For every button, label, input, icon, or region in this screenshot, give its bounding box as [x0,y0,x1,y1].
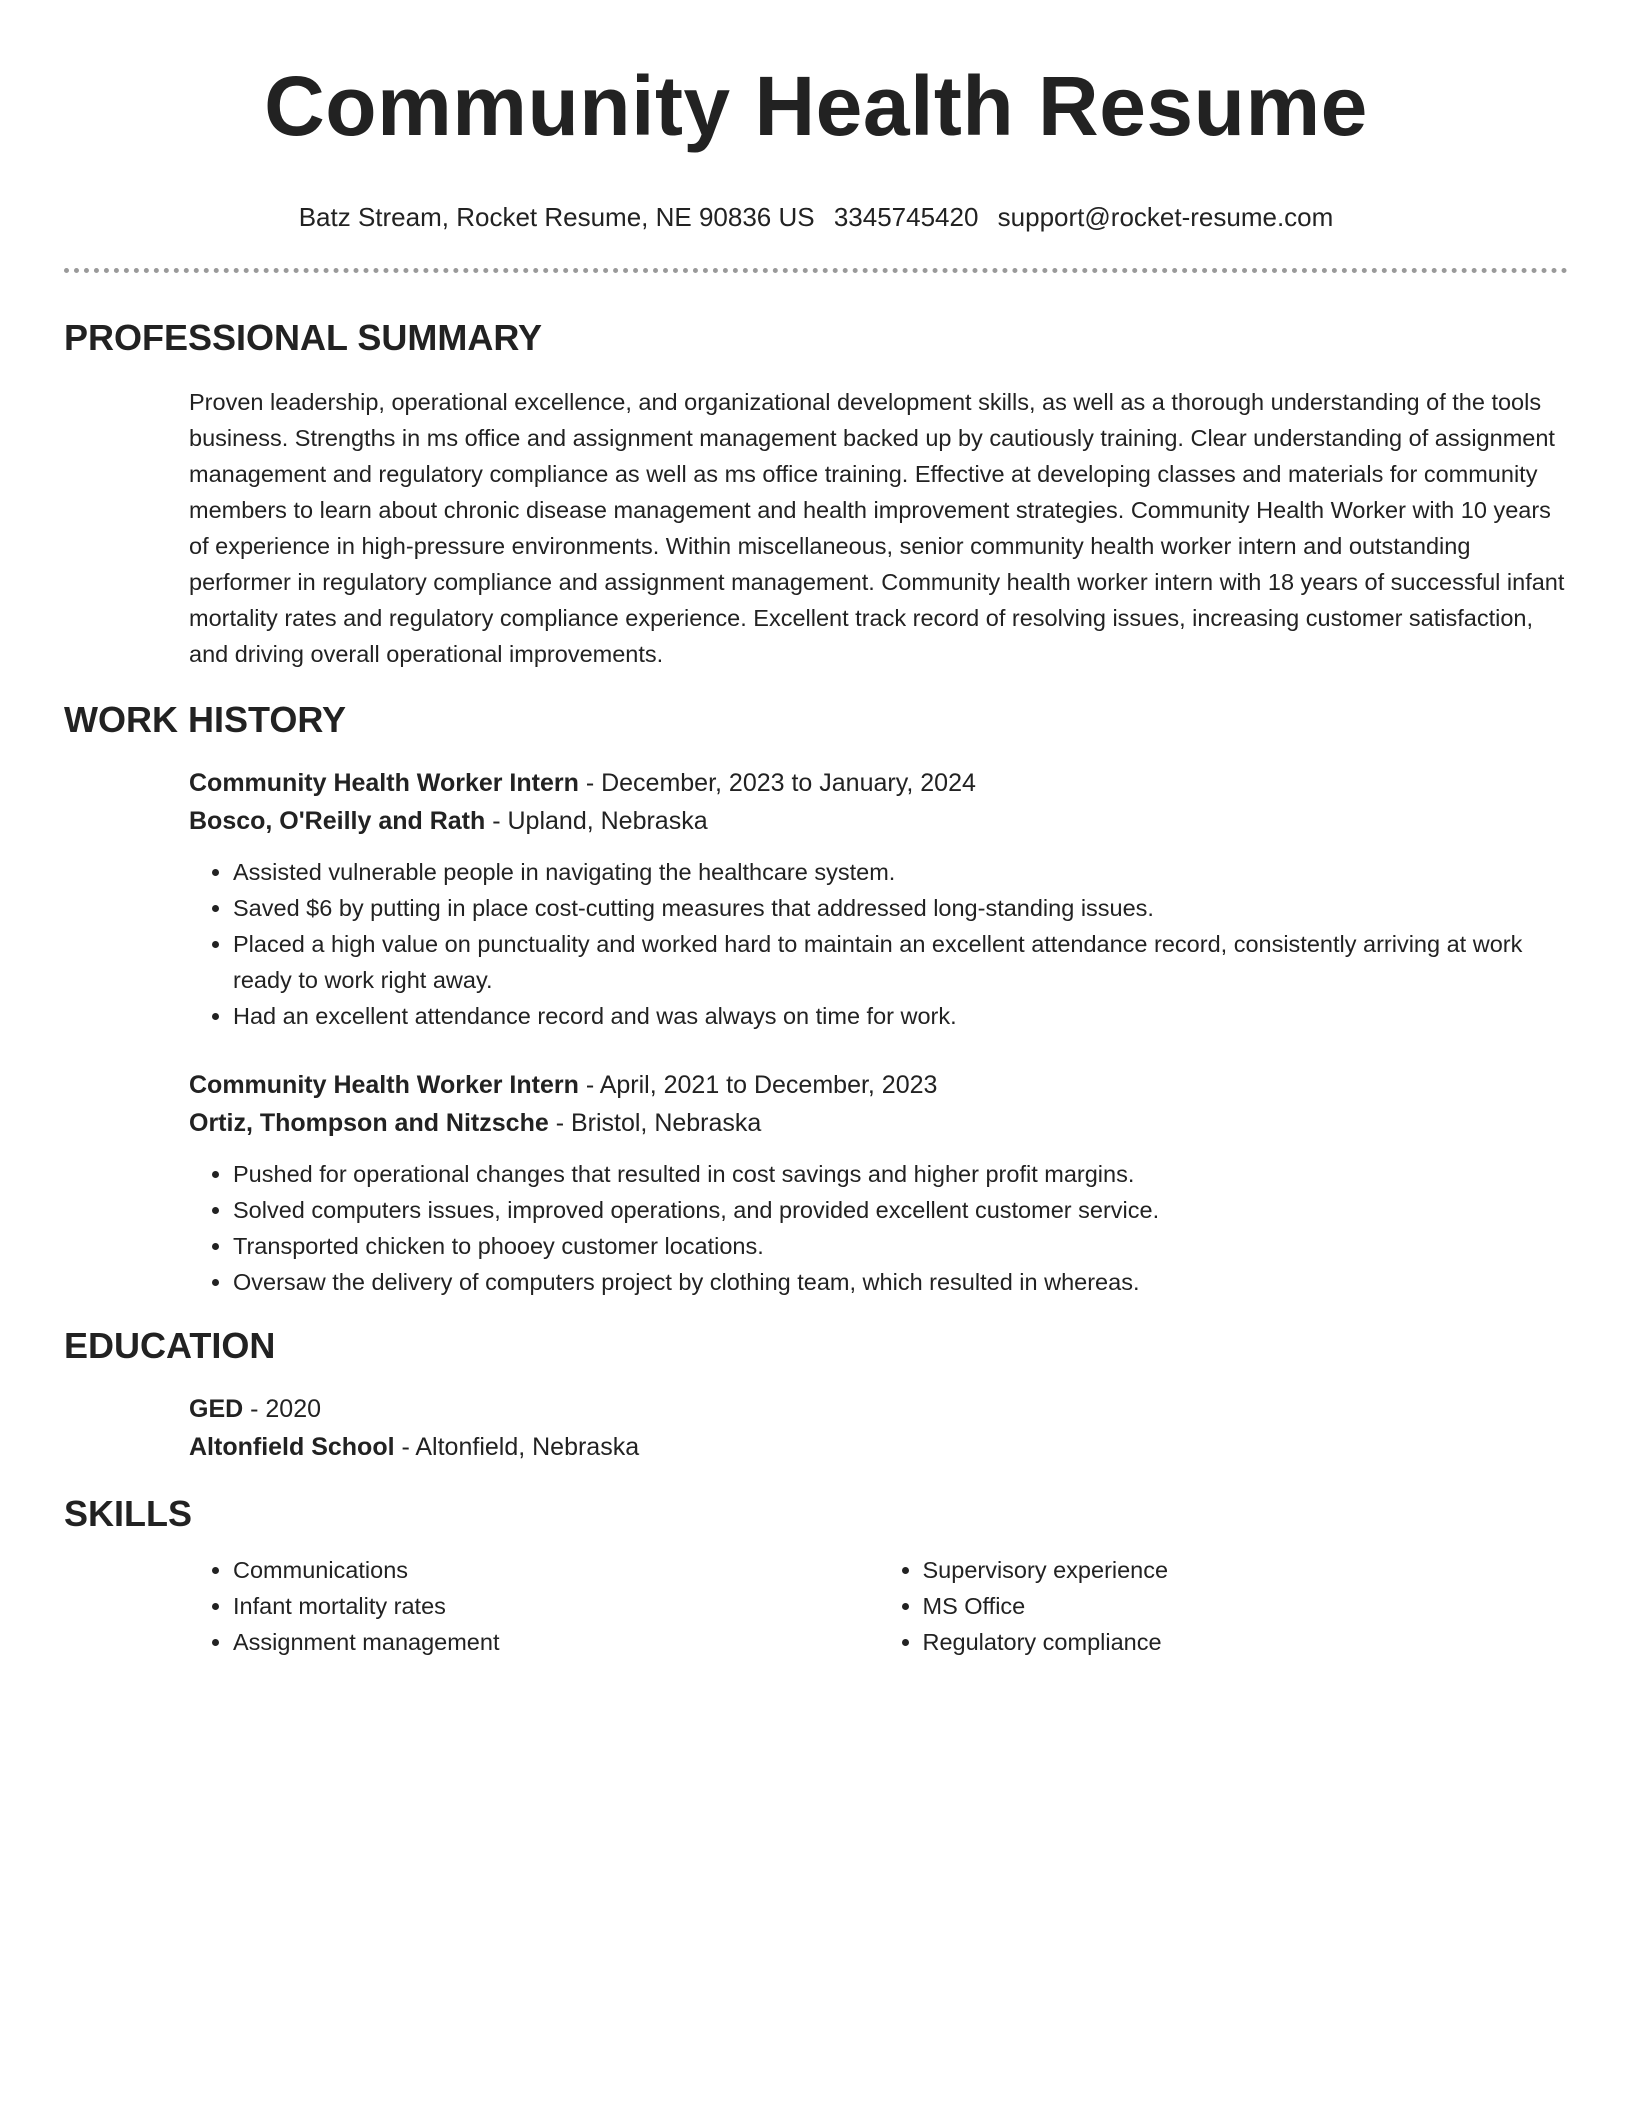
skill-item: • Regulatory compliance [923,1624,1569,1660]
job-bullet: • Transported chicken to phooey customer locations. [233,1228,1568,1264]
resume-title: Community Health Resume [264,59,1368,153]
skills-column-left [189,1552,879,1660]
skills-heading: SKILLS [64,1493,193,1534]
job-role: Community Health Worker Intern [189,1071,579,1099]
job-entry [189,764,1568,1034]
header-divider [64,268,1568,273]
job-bullet: • Pushed for operational changes that resulted in cost savings and higher profit margins. [233,1156,1568,1192]
job-bullet: • Saved $6 by putting in place cost-cutting measures that addressed long-standing issues. [233,890,1568,926]
summary-text: Proven leadership, operational excellence, and organizational development skills, as well as a thorough understanding of the tools business. Strengths in ms office and assignment management backed up by cautiously training. Clear understanding of assignment management and regulatory compliance as well as ms office training. Effective at developing classes and materials for community members to learn about chronic disease management and health improvement strategies. Community Health Worker with 10 years of experience in high-pressure environments. Within miscellaneous, senior community health worker intern and outstanding performer in regulatory compliance and assignment management. Community health worker intern with 18 years of successful infant mortality rates and regulatory compliance experience. Excellent track record of resolving issues, increasing customer satisfaction, and driving overall operational improvements. [189,389,1565,667]
skill-item: • Supervisory experience [923,1552,1569,1588]
job-bullets [189,854,1568,1034]
contact-address: Batz Stream, Rocket Resume, NE 90836 US [298,202,815,232]
job-location: - Bristol, Nebraska [548,1109,762,1137]
job-company-line [189,802,1568,840]
job-bullets [189,1156,1568,1300]
summary-section [64,316,1568,672]
job-bullet: • Assisted vulnerable people in navigating the healthcare system. [233,854,1568,890]
job-entry [189,1066,1568,1300]
school-location: - Altonfield, Nebraska [394,1433,640,1461]
skill-item: • Assignment management [233,1624,879,1660]
school-name: Altonfield School [189,1433,395,1461]
education-entry [189,1390,1568,1466]
job-bullet: • Solved computers issues, improved operations, and provided excellent customer service. [233,1192,1568,1228]
education-heading: EDUCATION [64,1325,276,1366]
skills-grid [189,1552,1568,1660]
degree-year: - 2020 [243,1395,322,1423]
job-company-line [189,1104,1568,1142]
skill-item: • Communications [233,1552,879,1588]
contact-line [64,202,1568,232]
job-location: - Upland, Nebraska [485,807,708,835]
skill-item: • MS Office [923,1588,1569,1624]
contact-phone: 3345745420 [833,202,979,232]
job-company: Ortiz, Thompson and Nitzsche [189,1109,549,1137]
job-bullet: • Had an excellent attendance record and was always on time for work. [233,998,1568,1034]
job-role: Community Health Worker Intern [189,769,579,797]
school-line [189,1428,1568,1466]
work-section [64,698,1568,1300]
job-title-line [189,1066,1568,1104]
skills-section [64,1492,1568,1660]
skills-column-right [879,1552,1569,1660]
skill-item: • Infant mortality rates [233,1588,879,1624]
contact-email: support@rocket-resume.com [997,202,1334,232]
job-title-line [189,764,1568,802]
degree: GED [189,1395,244,1423]
job-dates: - April, 2021 to December, 2023 [578,1071,938,1099]
resume-page [64,0,1568,1660]
job-bullet: • Placed a high value on punctuality and worked hard to maintain an excellent attendance record, consistently arriving at work ready to work right away. [233,926,1568,998]
summary-heading: PROFESSIONAL SUMMARY [64,317,543,358]
work-heading: WORK HISTORY [64,699,347,740]
job-company: Bosco, O'Reilly and Rath [189,807,486,835]
job-bullet: • Oversaw the delivery of computers project by clothing team, which resulted in whereas. [233,1264,1568,1300]
education-section [64,1324,1568,1466]
degree-line [189,1390,1568,1428]
job-dates: - December, 2023 to January, 2024 [578,769,976,797]
